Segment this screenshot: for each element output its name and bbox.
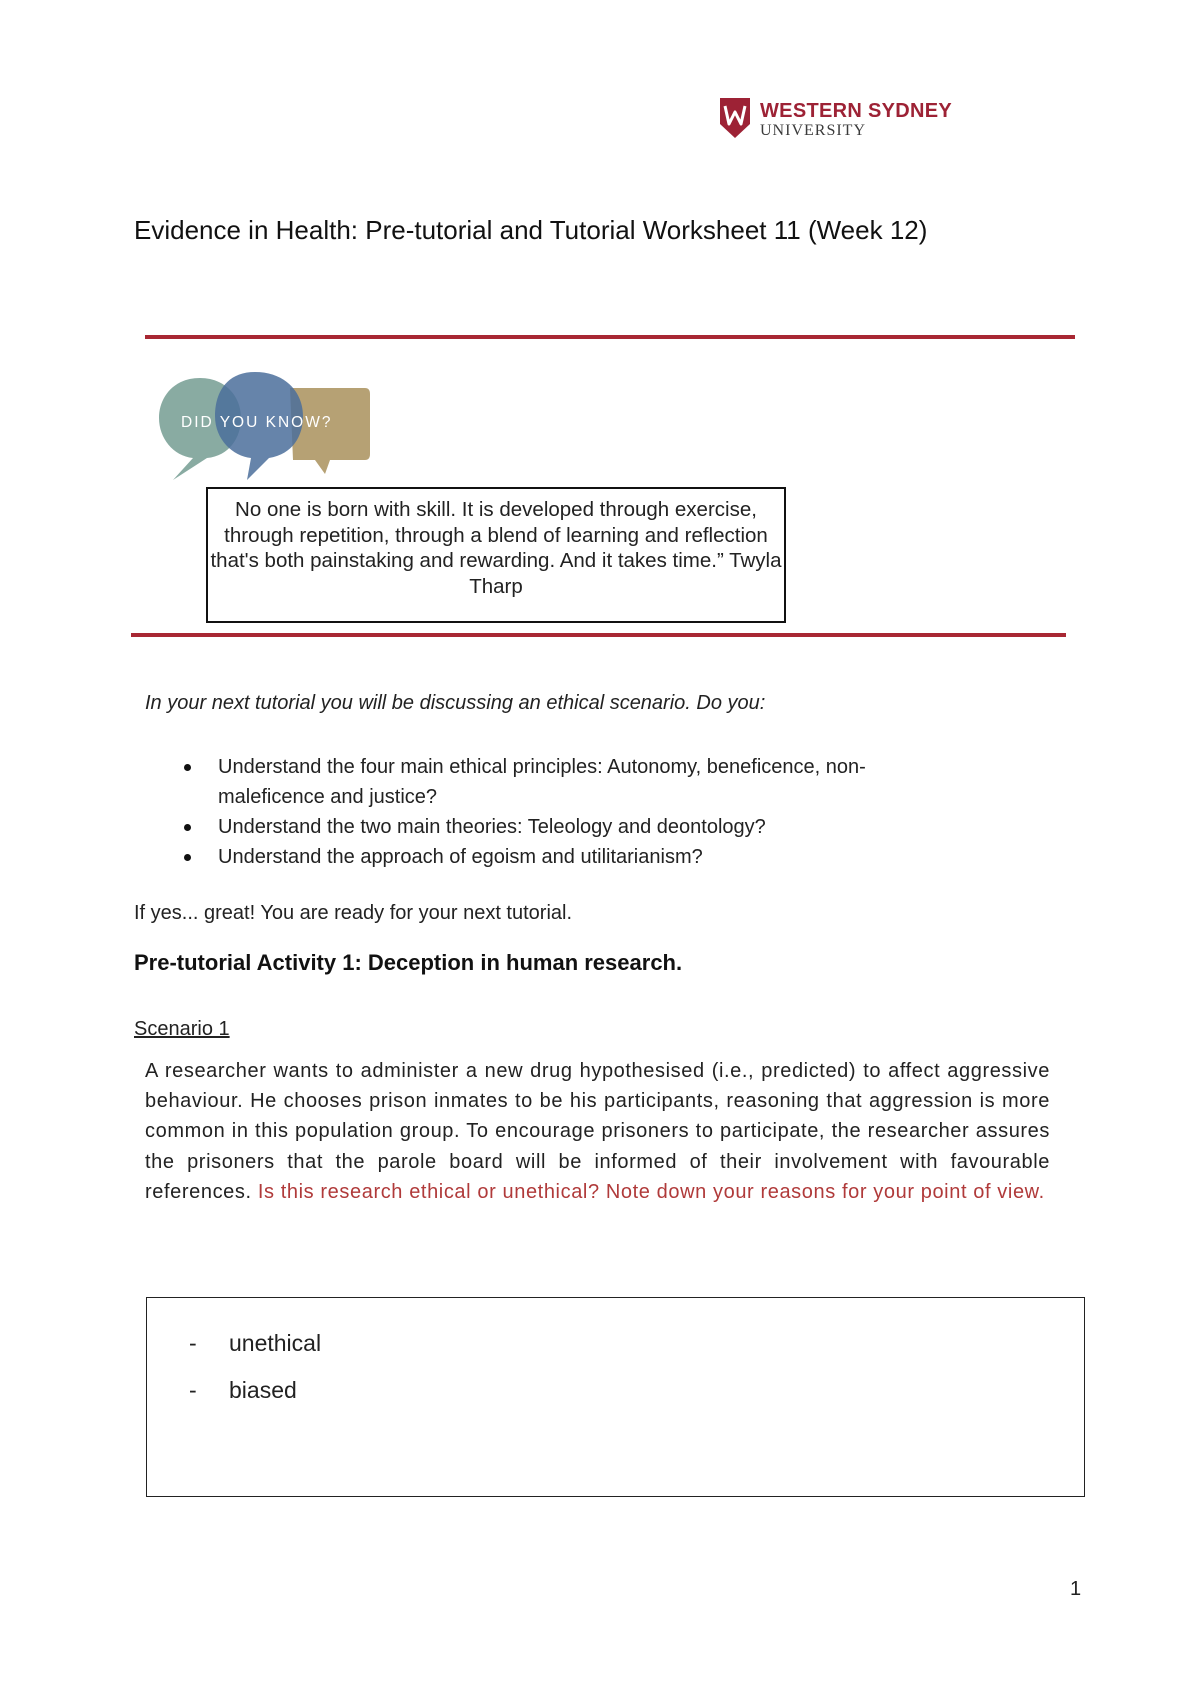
shield-icon [720,98,750,138]
checklist-item-text: Understand the four main ethical principles: Autonomy, beneficence, non-maleficence and justice? [218,756,866,808]
answer-marker: - [189,1330,197,1356]
speech-bubble-tan [290,388,370,474]
bullet-icon [184,824,191,831]
checklist-item [180,752,970,812]
checklist-item [180,812,970,842]
answer-list [189,1320,321,1414]
checklist-item [180,842,970,872]
scenario-text [145,1056,1050,1207]
answer-item [189,1367,321,1414]
checklist-item-text: Understand the two main theories: Teleology and deontology? [218,816,766,838]
answer-item [189,1320,321,1367]
answer-text: biased [229,1377,297,1403]
checklist [180,752,970,872]
scenario-question: Is this research ethical or unethical? Note down your reasons for your point of view. [257,1180,1045,1203]
did-you-know-graphic [155,370,375,485]
scenario-label: Scenario 1 [134,1018,230,1040]
answer-box[interactable] [146,1297,1085,1497]
scenario-body: A researcher wants to administer a new drug hypothesised (i.e., predicted) to affect aggressive behaviour. He chooses prison inmates to be his participants, reasoning that aggression is more common in this population group. To encourage prisoners to participate, the researcher assures the prisoners that the parole board will be informed of their involvement with favourable references. [145,1060,1050,1203]
answer-marker: - [189,1377,197,1403]
bullet-icon [184,764,191,771]
checklist-item-text: Understand the approach of egoism and utilitarianism? [218,846,703,868]
ready-text: If yes... great! You are ready for your next tutorial. [134,902,573,924]
did-you-know-label: DID YOU KNOW? [181,414,333,431]
quote-box: No one is born with skill. It is developed through exercise, through repetition, through a blend of learning and reflection that's both painstaking and rewarding. And it takes time.” Twyla Tharp [206,487,786,623]
intro-text: In your next tutorial you will be discussing an ethical scenario. Do you: [145,692,766,714]
page-number: 1 [1070,1578,1082,1600]
top-divider [145,335,1075,339]
logo-name-line1: WESTERN SYDNEY [760,100,953,122]
bottom-divider [131,633,1066,637]
answer-text: unethical [229,1330,322,1356]
university-logo [720,98,970,142]
document-title: Evidence in Health: Pre-tutorial and Tutorial Worksheet 11 (Week 12) [134,215,928,245]
bullet-icon [184,854,191,861]
activity-heading: Pre-tutorial Activity 1: Deception in human research. [134,950,683,975]
logo-name-line2: UNIVERSITY [760,122,866,139]
